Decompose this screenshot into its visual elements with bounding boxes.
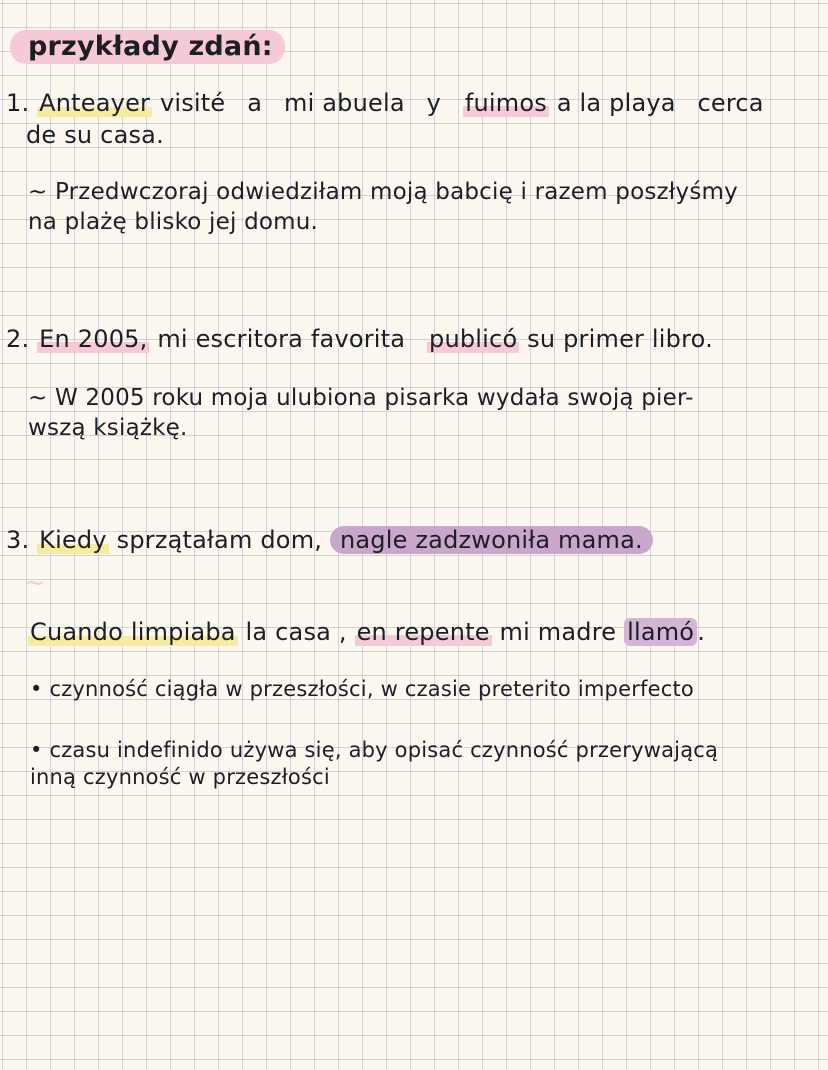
period: . [697, 618, 706, 646]
word-a-la-playa: a la playa [556, 89, 676, 117]
example-1-spanish-line-2: de su casa. [26, 121, 164, 149]
example-1-spanish-line-1 [6, 88, 764, 118]
phrase-nagle-zadzwonila-mama: nagle zadzwoniła mama. [330, 526, 653, 554]
phrase-publico: publicó [429, 325, 518, 353]
phrase-la-casa: la casa , [245, 618, 347, 646]
phrase-cuando-limpiaba: Cuando limpiaba [30, 618, 236, 646]
example-1-polish-line-1: ~ Przedwczoraj odwiedziłam moją babcię i razem poszłyśmy [28, 179, 738, 205]
example-1-polish-line-2: na plażę blisko jej domu. [28, 209, 319, 235]
word-y: y [426, 89, 442, 117]
example-1-number: 1. [6, 89, 30, 117]
example-2-number: 2. [6, 325, 30, 353]
example-3-number: 3. [6, 526, 30, 554]
example-2-spanish [6, 324, 713, 354]
phrase-kiedy: Kiedy [39, 526, 107, 554]
example-3-polish [6, 525, 653, 555]
phrase-en-repente: en repente [356, 618, 490, 646]
phrase-llamo: llamó [624, 618, 697, 646]
note-2-line-2: inną czynność w przeszłości [30, 765, 330, 789]
word-cerca: cerca [697, 89, 764, 117]
note-2-line-1: • czasu indefinido używa się, aby opisać czynność przerywającą [30, 738, 719, 762]
word-a: a [247, 89, 263, 117]
phrase-su-primer-libro: su primer libro. [527, 325, 713, 353]
phrase-anteayer: Anteayer [39, 89, 151, 117]
page-title: przykłady zdań: [10, 30, 285, 64]
note-1: • czynność ciągła w przeszłości, w czasie preterito imperfecto [30, 677, 694, 701]
pink-tilde-mark: ~ [24, 568, 46, 598]
phrase-fuimos: fuimos [464, 89, 547, 117]
phrase-sprzatalam-dom: sprzątałam dom, [116, 526, 323, 554]
example-2-polish-line-1: ~ W 2005 roku moja ulubiona pisarka wydała swoją pier- [28, 385, 694, 411]
example-2-polish-line-2: wszą książkę. [28, 415, 188, 441]
phrase-mi-escritora-favorita: mi escritora favorita [157, 325, 406, 353]
phrase-en-2005: En 2005, [39, 325, 148, 353]
word-visite: visité [159, 89, 226, 117]
phrase-mi-madre: mi madre [499, 618, 617, 646]
word-mi-abuela: mi abuela [283, 89, 405, 117]
example-3-spanish [28, 617, 705, 647]
